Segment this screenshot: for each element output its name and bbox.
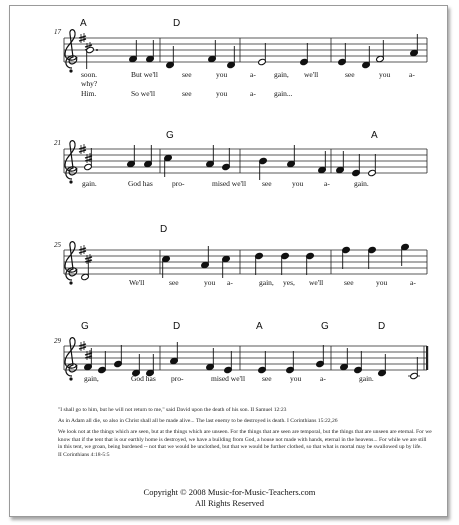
lyric-syllable: a- <box>324 179 330 188</box>
lyric-syllable: Him. <box>81 89 97 98</box>
lyric-syllable: we'll <box>304 70 319 79</box>
note-9 <box>401 243 410 266</box>
music-system-2 <box>54 130 427 188</box>
lyric-syllable: a- <box>320 374 326 383</box>
lyric-syllable: you <box>290 374 302 383</box>
note-12 <box>354 351 363 374</box>
scripture-corinthians-1: As in Adam all die, so also in Christ shall all be made alive... The last enemy to be destroyed is death. I Corinthians 15:22,26 <box>58 418 338 425</box>
note-5 <box>227 46 236 69</box>
note-7 <box>342 246 351 269</box>
note-2 <box>114 345 123 368</box>
note-5 <box>222 148 231 171</box>
lyric-syllable: God has <box>128 179 153 188</box>
lyric-syllable: But we'll <box>131 70 158 79</box>
chord-symbol-d: D <box>378 321 386 332</box>
lyric-syllable: gain, <box>84 374 99 383</box>
note-6 <box>306 252 315 275</box>
lyric-syllable: you <box>216 70 228 79</box>
lyric-syllable: a- <box>410 278 416 287</box>
note-7 <box>287 145 296 168</box>
note-10 <box>316 345 325 368</box>
treble-clef-icon <box>65 30 77 73</box>
lyric-syllable: you <box>292 179 304 188</box>
lyric-syllable: gain. <box>354 179 369 188</box>
lyric-syllable: a- <box>250 70 256 79</box>
note-4 <box>206 145 215 168</box>
lyric-syllable: gain, <box>259 278 274 287</box>
note-10 <box>352 154 361 177</box>
note-3 <box>166 46 175 69</box>
chord-symbol-g: G <box>166 130 174 141</box>
lyric-syllable: We'll <box>129 278 145 287</box>
lyric-syllable: you <box>216 89 228 98</box>
lyric-syllable: soon. <box>81 70 98 79</box>
music-system-3 <box>54 224 427 287</box>
note-5 <box>281 252 290 275</box>
lyric-syllable: gain, <box>274 70 289 79</box>
note-9 <box>286 351 295 374</box>
note-9 <box>336 151 345 174</box>
music-system-4 <box>54 321 428 383</box>
note-8 <box>368 246 377 269</box>
lyric-syllable: mised we'll <box>211 374 246 383</box>
scripture-corinthians-2 <box>58 429 432 459</box>
note-11 <box>340 348 349 371</box>
lyric-syllable: we'll <box>309 278 324 287</box>
key-signature-sharps-icon <box>79 245 92 264</box>
lyric-syllable: see <box>262 179 272 188</box>
note-14 <box>408 357 420 380</box>
lyric-syllable: God has <box>131 374 156 383</box>
note-1 <box>162 255 171 278</box>
music-system-1 <box>54 18 427 98</box>
lyric-syllable: see <box>344 278 354 287</box>
measure-number: 25 <box>54 241 61 249</box>
key-signature-sharps-icon <box>79 144 92 163</box>
chord-symbol-g: G <box>321 321 329 332</box>
treble-clef-icon <box>65 141 77 184</box>
lyric-syllable: see <box>345 70 355 79</box>
lyric-syllable: So we'll <box>131 89 156 98</box>
lyric-syllable: a- <box>409 70 415 79</box>
scripture-corinthians-2-ref: II Corinthians 4:18-5:5 <box>58 451 110 458</box>
note-8 <box>258 351 267 374</box>
measure-number: 17 <box>54 28 61 36</box>
note-11 <box>410 34 419 57</box>
note-4 <box>255 252 264 275</box>
lyric-syllable: gain. <box>359 374 374 383</box>
note-7 <box>224 351 233 374</box>
note-6 <box>258 43 267 66</box>
note-5 <box>170 342 179 365</box>
lyric-syllable: see <box>169 278 179 287</box>
rights-line: All Rights Reserved <box>195 498 264 508</box>
note-7 <box>300 43 309 66</box>
lyric-syllable: yes, <box>283 278 295 287</box>
lyric-syllable: a- <box>250 89 256 98</box>
note-2 <box>146 40 155 63</box>
note-2 <box>201 246 210 269</box>
note-8 <box>338 43 347 66</box>
measure-number: 29 <box>54 337 61 345</box>
chord-symbol-a: A <box>256 321 263 332</box>
note-1 <box>129 40 138 63</box>
lyric-syllable: a- <box>227 278 233 287</box>
final-barline-thick <box>426 346 428 370</box>
lyric-syllable: pro- <box>172 179 185 188</box>
lyric-syllable: pro- <box>171 374 184 383</box>
lyric-syllable: mised we'll <box>212 179 247 188</box>
treble-clef-icon <box>65 242 77 285</box>
note-3 <box>222 255 231 278</box>
treble-clef-icon <box>65 338 77 381</box>
chord-symbol-d: D <box>173 18 181 29</box>
scripture-notes <box>58 407 432 463</box>
note-0 <box>86 46 98 69</box>
lyric-syllable: see <box>262 374 272 383</box>
note-2 <box>144 145 153 168</box>
lyric-syllable: gain... <box>274 89 293 98</box>
note-10 <box>376 40 385 63</box>
note-13 <box>378 354 387 377</box>
chord-symbol-a: A <box>371 130 378 141</box>
key-signature-sharps-icon <box>79 341 92 360</box>
measure-number: 21 <box>54 139 61 147</box>
lyric-syllable: see <box>182 70 192 79</box>
note-8 <box>318 151 327 174</box>
chord-symbol-d: D <box>160 224 168 235</box>
scripture-samuel: "I shall go to him, but he will not return to me," said David upon the death of his son. II Samuel 12:23 <box>58 407 287 413</box>
note-3 <box>164 154 173 177</box>
lyric-syllable: you <box>379 70 391 79</box>
copyright-line: Copyright © 2008 Music-for-Music-Teachers.com <box>143 487 316 497</box>
lyric-syllable: why? <box>81 79 98 88</box>
lyric-syllable: see <box>182 89 192 98</box>
chord-symbol-a: A <box>80 18 87 29</box>
note-1 <box>127 145 136 168</box>
note-0 <box>84 148 93 171</box>
lyric-syllable: you <box>204 278 216 287</box>
note-4 <box>208 40 217 63</box>
scripture-corinthians-2-text: We look not at the things which are seen, but at the things which are unseen. For the things that are seen are temporal, but the things that are unseen are eternal. For we know that if the tent that is our earthly home is destroyed, we have a building from God, a house not made with hands, eternal in the heavens... For while we are still in this tent, we groan, being burdened -- not that we would be unclothed, but that we would be further clothed, so that what is mortal may be swallowed up by life. <box>58 429 432 451</box>
note-11 <box>368 154 377 177</box>
chord-symbol-d: D <box>173 321 181 332</box>
chord-symbol-g: G <box>81 321 89 332</box>
note-6 <box>259 157 268 180</box>
lyric-syllable: you <box>376 278 388 287</box>
note-9 <box>362 46 371 69</box>
note-1 <box>98 351 107 374</box>
note-0 <box>84 348 93 371</box>
note-6 <box>206 348 215 371</box>
lyric-syllable: gain. <box>82 179 97 188</box>
